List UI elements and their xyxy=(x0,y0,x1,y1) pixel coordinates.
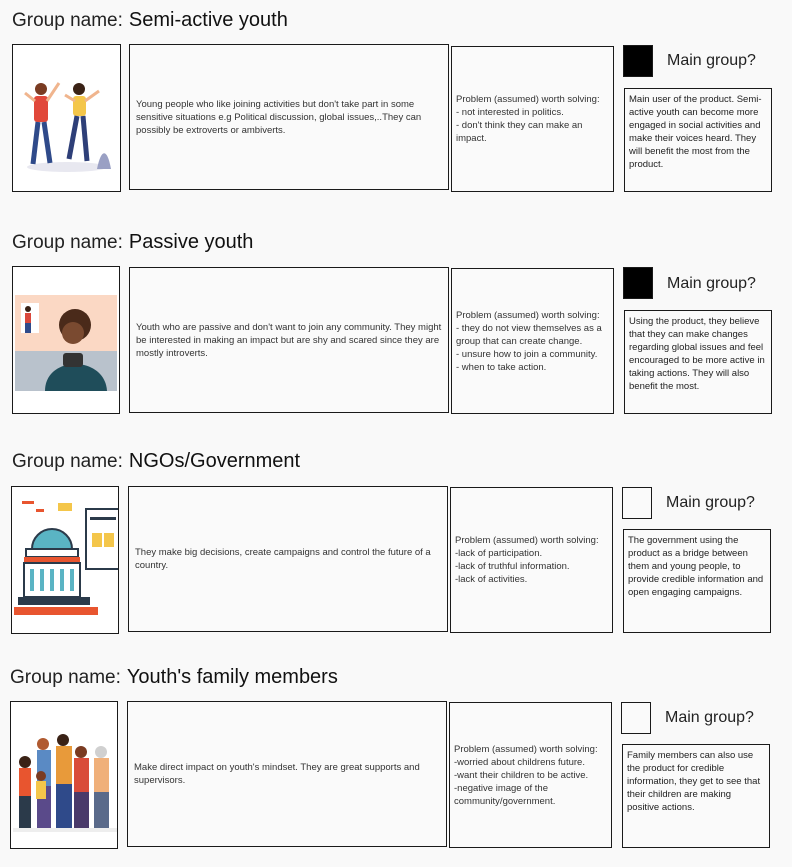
problem-text xyxy=(456,309,609,374)
main-group-label: Main group? xyxy=(665,709,754,726)
problem-box xyxy=(449,702,612,848)
group-name-label: Group name: xyxy=(12,451,123,472)
group-name-label: Group name: xyxy=(12,232,123,253)
problem-list: -lack of participation. -lack of truthful information. -lack of activities. xyxy=(455,548,570,585)
problem-heading: Problem (assumed) worth solving: xyxy=(456,309,600,321)
group-name-label: Group name: xyxy=(10,667,121,688)
problem-box xyxy=(451,268,614,414)
main-group-label: Main group? xyxy=(667,52,756,69)
group-description: Make direct impact on youth's mindset. They are great supports and supervisors. xyxy=(127,701,447,847)
group-title xyxy=(12,9,288,32)
problem-text xyxy=(455,534,599,586)
group-title xyxy=(12,450,300,473)
group-description: Young people who like joining activities but don't take part in some sensitive situations e.g Political discussion, global issues,..They can possibly be extroverts or ambiverts. xyxy=(129,44,449,190)
group-name-value: Youth's family members xyxy=(126,666,338,688)
group-name-value: Passive youth xyxy=(128,231,254,253)
group-name-value: NGOs/Government xyxy=(128,450,301,472)
main-group-note: The government using the product as a bridge between them and young people, to provide credible information and open engaging campaigns. xyxy=(623,529,771,633)
problem-heading: Problem (assumed) worth solving: xyxy=(456,94,600,105)
problem-text xyxy=(454,743,607,808)
problem-text xyxy=(456,93,609,145)
group-title xyxy=(10,666,338,689)
group-name-value: Semi-active youth xyxy=(128,9,288,31)
problem-list: -worried about childrens future. -want their children to be active. -negative image of the community/government. xyxy=(454,756,589,807)
group-name-label: Group name: xyxy=(12,10,123,31)
group-title xyxy=(12,231,253,254)
problem-list: - not interested in politics. - don't think they can make an impact. xyxy=(456,107,583,144)
main-group-note: Using the product, they believe that they can make changes regarding global issues and feel encouraged to be more active in taking actions. They will also benefit the most. xyxy=(624,310,772,414)
main-group-note: Main user of the product. Semi-active youth can become more engaged in social activities and make their voices heard. They will benefit the most from the product. xyxy=(624,88,772,192)
dancing-youth-image xyxy=(12,44,121,192)
main-group-label: Main group? xyxy=(667,275,756,292)
main-group-checkbox[interactable] xyxy=(623,45,653,77)
family-image xyxy=(10,701,118,849)
group-description: They make big decisions, create campaigns and control the future of a country. xyxy=(128,486,448,632)
problem-box xyxy=(450,487,613,633)
problem-box xyxy=(451,46,614,192)
main-group-checkbox[interactable] xyxy=(622,487,652,519)
main-group-note: Family members can also use the product for credible information, they get to see that their children are making positive actions. xyxy=(622,744,770,848)
problem-heading: Problem (assumed) worth solving: xyxy=(455,535,599,546)
problem-list: - they do not view themselves as a group that can create change. - unsure how to join a community. - when to take action. xyxy=(456,322,602,373)
sad-youth-image xyxy=(12,266,120,414)
group-description: Youth who are passive and don't want to join any community. They might be interested in making an impact but are shy and scared since they are mostly introverts. xyxy=(129,267,449,413)
main-group-checkbox[interactable] xyxy=(621,702,651,734)
government-building-image xyxy=(11,486,119,634)
main-group-checkbox[interactable] xyxy=(623,267,653,299)
problem-heading: Problem (assumed) worth solving: xyxy=(454,743,598,755)
main-group-label: Main group? xyxy=(666,494,755,511)
